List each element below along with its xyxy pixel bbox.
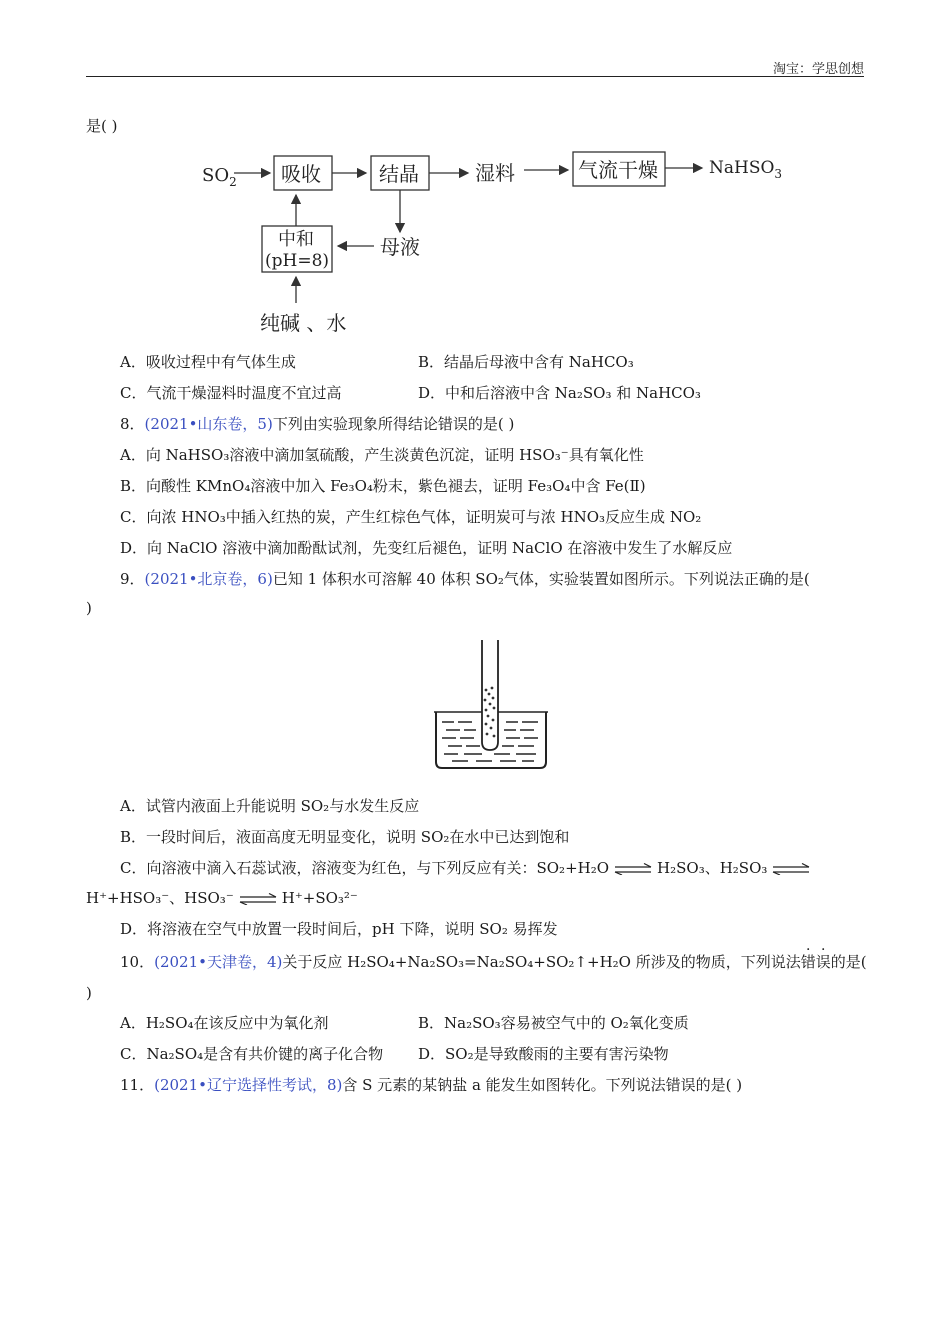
q7-option-a: A．吸收过程中有气体生成 <box>120 353 296 371</box>
q10-stem-emph-1: 错 <box>800 953 816 971</box>
q9-option-c-part3: H⁺+HSO₃⁻、HSO₃⁻ <box>86 889 234 907</box>
q11-number: 11． <box>120 1076 155 1094</box>
flow-neutral-2: (pH=8) <box>265 251 330 271</box>
q10-stem-line <box>120 952 867 972</box>
q10-stem-close: ) <box>86 984 92 1002</box>
test-tube-apparatus <box>430 634 552 774</box>
q9-option-a: A．试管内液面上升能说明 SO₂与水发生反应 <box>120 797 420 815</box>
q10-stem-a: 关于反应 H₂SO₄+Na₂SO₃=Na₂SO₄+SO₂↑+H₂O 所涉及的物质，下列说法 <box>282 953 801 971</box>
header-text: 淘宝：学思创想 <box>772 62 864 77</box>
q8-number: 8． <box>120 415 145 433</box>
flow-absorb: 吸收 <box>281 162 321 186</box>
q8-option-a: A．向 NaHSO₃溶液中滴加氢硫酸，产生淡黄色沉淀，证明 HSO₃⁻具有氧化性 <box>120 446 644 464</box>
q11-stem: 含 S 元素的某钠盐 a 能发生如图转化。下列说法错误的是( ) <box>342 1076 743 1094</box>
q9-option-c-part2: H₂SO₃、H₂SO₃ <box>657 859 768 877</box>
flow-dry: 气流干燥 <box>578 158 658 182</box>
q11-stem-line <box>120 1075 742 1095</box>
equilibrium-arrow-icon <box>613 863 653 875</box>
q10-option-b: B．Na₂SO₃容易被空气中的 O₂氧化变质 <box>418 1014 689 1032</box>
q8-source: (2021•山东卷，5) <box>144 415 273 433</box>
process-flow-diagram <box>190 140 800 340</box>
equilibrium-arrow-icon <box>238 893 278 905</box>
flow-neutral-1: 中和 <box>278 229 314 250</box>
q7-tail: 是( ) <box>86 117 118 135</box>
q9-option-d: D．将溶液在空气中放置一段时间后，pH 下降，说明 SO₂ 易挥发 <box>120 920 558 938</box>
flow-wet: 湿料 <box>475 161 515 185</box>
q10-stem-emph-2: 误 <box>815 953 831 971</box>
q9-stem-line <box>120 569 810 589</box>
q9-option-c-part1: C．向溶液中滴入石蕊试液，溶液变为红色，与下列反应有关：SO₂+H₂O <box>120 859 610 877</box>
q9-stem: 已知 1 体积水可溶解 40 体积 SO₂气体，实验装置如图所示。下列说法正确的是( <box>272 570 810 588</box>
equilibrium-arrow-icon <box>771 863 811 875</box>
flow-crystal: 结晶 <box>379 162 419 186</box>
q11-source: (2021•辽宁选择性考试，8) <box>154 1076 343 1094</box>
q10-option-c: C．Na₂SO₄是含有共价键的离子化合物 <box>120 1045 384 1063</box>
q10-option-a: A．H₂SO₄在该反应中为氧化剂 <box>120 1014 329 1032</box>
q10-number: 10． <box>120 953 155 971</box>
q9-source: (2021•北京卷，6) <box>144 570 273 588</box>
q9-stem-close: ) <box>86 599 92 617</box>
q8-stem: 下列由实验现象所得结论错误的是( ) <box>272 415 515 433</box>
q7-option-c: C．气流干燥湿料时温度不宜过高 <box>120 384 342 402</box>
q7-option-b: B．结晶后母液中含有 NaHCO₃ <box>418 353 634 371</box>
flow-mother: 母液 <box>380 235 420 259</box>
q9-number: 9． <box>120 570 145 588</box>
q9-option-b: B．一段时间后，液面高度无明显变化，说明 SO₂在水中已达到饱和 <box>120 828 570 846</box>
q9-option-c-line2 <box>86 888 358 908</box>
q10-option-d: D．SO₂是导致酸雨的主要有害污染物 <box>418 1045 669 1063</box>
q10-source: (2021•天津卷，4) <box>154 953 283 971</box>
q8-option-d: D．向 NaClO 溶液中滴加酚酞试剂，先变红后褪色，证明 NaClO 在溶液中发生了水解反应 <box>120 539 733 557</box>
q8-stem-line <box>120 414 514 434</box>
q7-option-d: D．中和后溶液中含 Na₂SO₃ 和 NaHCO₃ <box>418 384 701 402</box>
header-rule <box>86 76 864 77</box>
q10-stem-b: 的是( <box>830 953 867 971</box>
q9-option-c-line1 <box>120 858 815 878</box>
q9-option-c-part4: H⁺+SO₃²⁻ <box>281 889 358 907</box>
flow-product: NaHSO$_3$ <box>709 158 783 181</box>
q8-option-c: C．向浓 HNO₃中插入红热的炭，产生红棕色气体，证明炭可与浓 HNO₃反应生成 NO₂ <box>120 508 702 526</box>
flow-soda: 纯碱 、水 <box>260 311 347 335</box>
flow-so2: $SO_2$ <box>202 165 237 189</box>
q8-option-b: B．向酸性 KMnO₄溶液中加入 Fe₃O₄粉末，紫色褪去，证明 Fe₃O₄中含 Fe(Ⅱ) <box>120 477 646 495</box>
